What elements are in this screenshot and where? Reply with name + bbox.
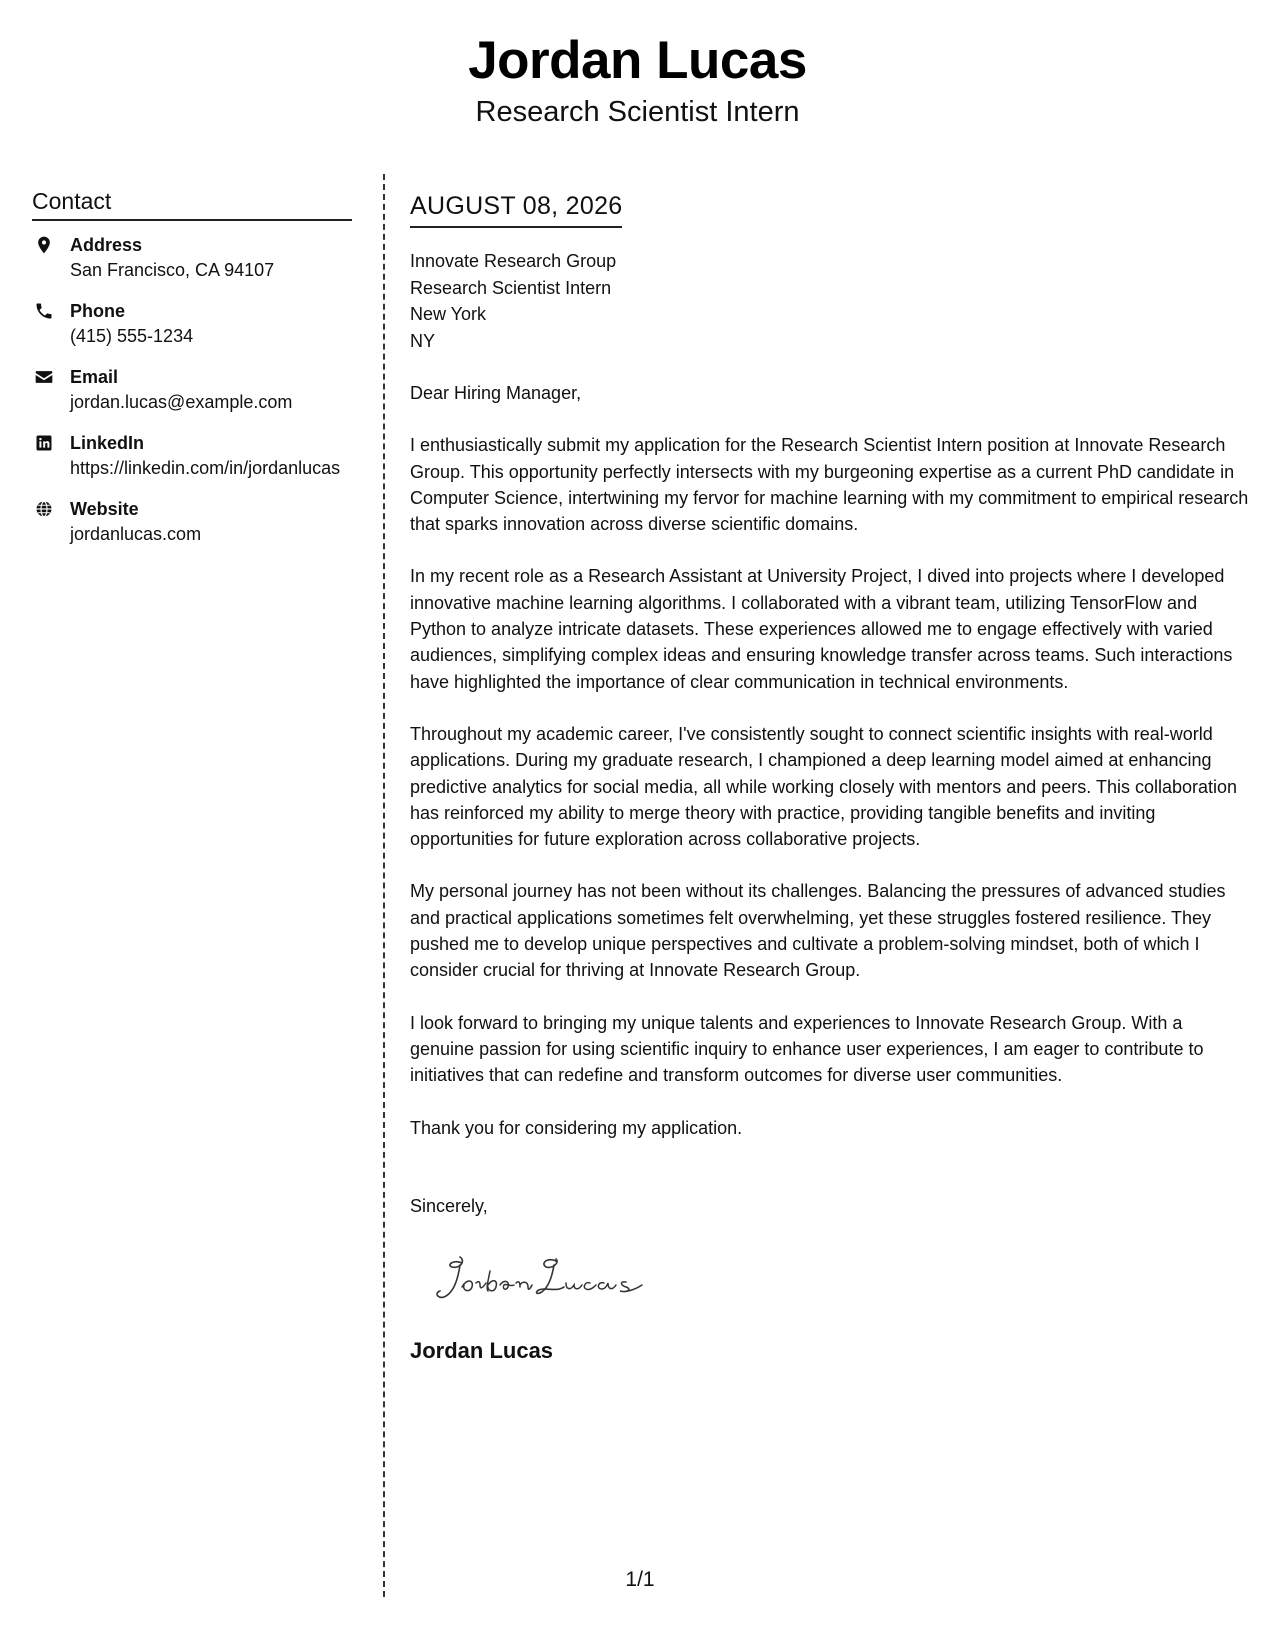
handwritten-signature bbox=[432, 1249, 662, 1309]
letter-date: AUGUST 08, 2026 bbox=[410, 190, 622, 228]
page-number: 1/1 bbox=[625, 1568, 655, 1591]
letter-paragraph: In my recent role as a Research Assistant at University Project, I dived into projects where I developed innovative machine learning algorithms. I collaborated with a vibrant team, utilizing TensorFlow and Python to analyze intricate datasets. These experiences allowed me to engage effectively with varied audiences, simplifying complex ideas and ensuring knowledge transfer across teams. Such interactions have highlighted the importance of clear communication in technical environments. bbox=[410, 566, 1233, 692]
contact-value: (415) 555-1234 bbox=[70, 326, 194, 346]
contact-item-linkedin bbox=[32, 431, 352, 481]
contact-label: Address bbox=[70, 235, 143, 255]
contact-item-phone bbox=[32, 299, 352, 349]
salutation: Dear Hiring Manager, bbox=[410, 383, 582, 403]
contact-value[interactable]: https://linkedin.com/in/jordanlucas bbox=[70, 458, 341, 478]
letter-paragraph: My personal journey has not been without its challenges. Balancing the pressures of advanced studies and practical applications sometimes felt overwhelming, yet these struggles fostered resilience. They pushed me to develop unique perspectives and cultivate a problem-solving mindset, both of which I consider crucial for thriving at Innovate Research Group. bbox=[410, 881, 1226, 981]
contact-label: Email bbox=[70, 367, 119, 387]
applicant-name: Jordan Lucas bbox=[468, 31, 807, 90]
contact-label: Phone bbox=[70, 301, 126, 321]
envelope-icon bbox=[34, 367, 54, 387]
location-pin-icon bbox=[34, 235, 54, 255]
globe-icon bbox=[34, 499, 54, 519]
contact-item-email bbox=[32, 365, 352, 415]
letter-paragraph: Thank you for considering my application. bbox=[410, 1117, 743, 1138]
contact-label: LinkedIn bbox=[70, 433, 145, 453]
closing: Sincerely, bbox=[410, 1195, 488, 1216]
linkedin-icon bbox=[34, 433, 54, 453]
contact-value: San Francisco, CA 94107 bbox=[70, 260, 275, 280]
letter-paragraph: Throughout my academic career, I've consistently sought to connect scientific insights with real-world applications. During my graduate research, I championed a deep learning model aimed at enhancing predictive analytics for social media, all while working closely with mentors and peers. This collaboration has reinforced my ability to merge theory with practice, providing tangible benefits and inviting opportunities for future exploration across collaborative projects. bbox=[410, 723, 1238, 850]
phone-icon bbox=[34, 301, 54, 321]
recipient-line: Research Scientist Intern bbox=[410, 277, 612, 298]
letter-paragraph: I enthusiastically submit my application for the Research Scientist Intern position at Innovate Research Group. This opportunity perfectly intersects with my burgeoning expertise as a current PhD candidate in Computer Science, intertwining my fervor for machine learning with my commitment to empirical research that sparks innovation across diverse scientific domains. bbox=[410, 435, 1249, 535]
letter-body bbox=[410, 190, 1250, 1365]
applicant-role: Research Scientist Intern bbox=[475, 96, 800, 128]
recipient-line: NY bbox=[410, 330, 436, 351]
contact-title: Contact bbox=[32, 188, 352, 221]
contact-value[interactable]: jordanlucas.com bbox=[70, 524, 202, 544]
recipient-block bbox=[410, 248, 1250, 354]
signed-name: Jordan Lucas bbox=[410, 1338, 554, 1364]
recipient-line: New York bbox=[410, 304, 487, 324]
letter-paragraph: I look forward to bringing my unique talents and experiences to Innovate Research Group. With a genuine passion for using scientific inquiry to enhance user experiences, I am eager to contribute to initiatives that can redefine and transform outcomes for diverse user communities. bbox=[410, 1012, 1204, 1086]
contact-sidebar bbox=[32, 188, 352, 563]
contact-label: Website bbox=[70, 499, 139, 519]
contact-value: jordan.lucas@example.com bbox=[70, 392, 293, 412]
recipient-line: Innovate Research Group bbox=[410, 251, 617, 271]
contact-item-website bbox=[32, 497, 352, 547]
column-divider bbox=[383, 174, 385, 1597]
contact-item-address bbox=[32, 233, 352, 283]
